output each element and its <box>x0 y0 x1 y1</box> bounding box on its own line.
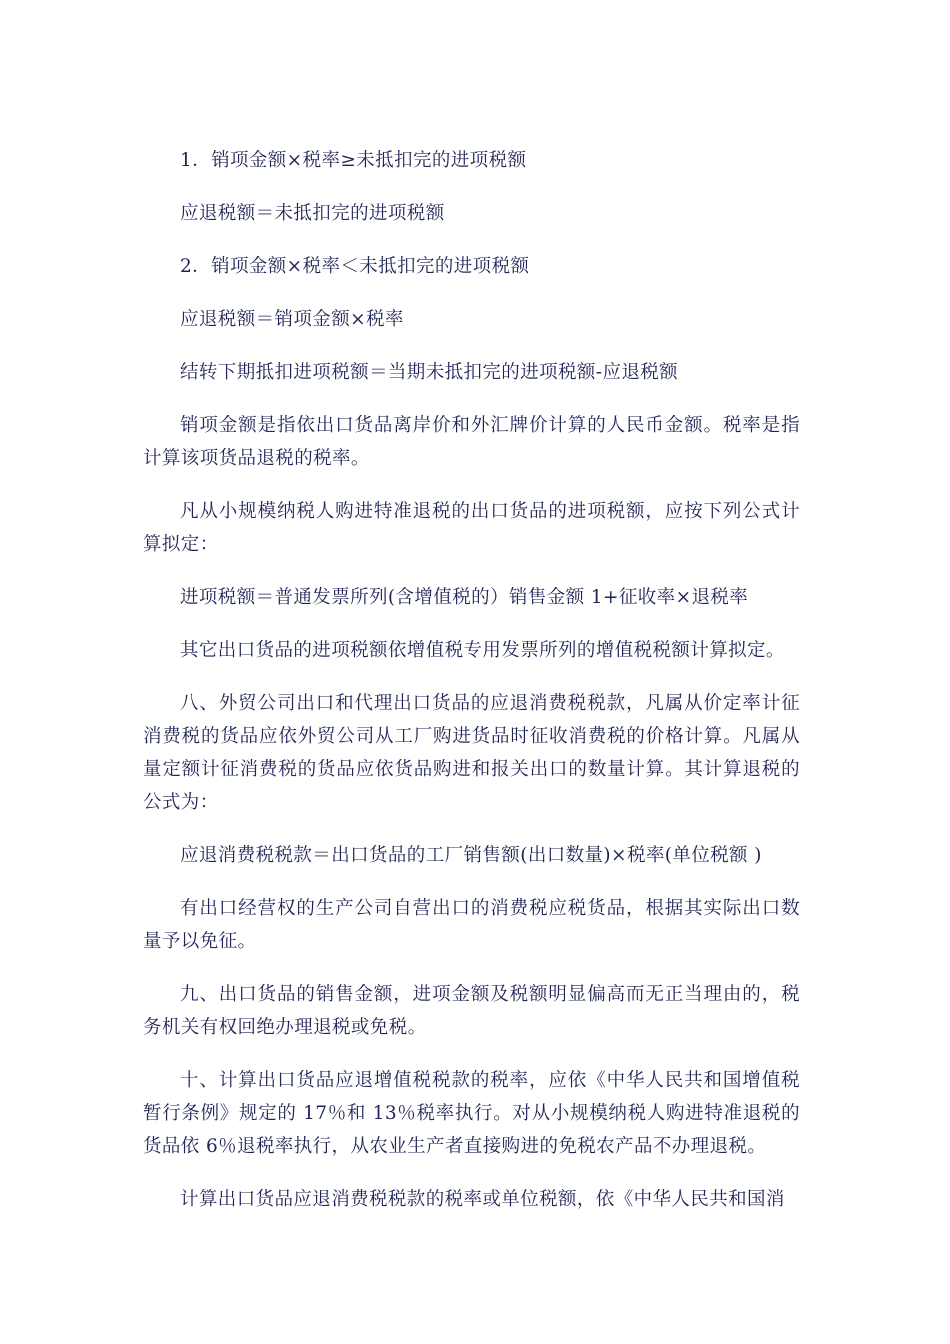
formula-refund-2: 应退税额＝销项金额×税率 <box>180 309 404 330</box>
exemption-paragraph: 有出口经营权的生产公司自营出口的消费税应税货品，根据其实际出口数量予以免征。 <box>143 898 800 952</box>
formula-input-tax: 进项税额＝普通发票所列(含增值税的）销售金额 1+征收率×退税率 <box>180 587 749 608</box>
formula-case-1: 1．销项金额×税率≥未抵扣完的进项税额 <box>180 150 527 171</box>
section-9-paragraph: 九、出口货品的销售金额，进项金额及税额明显偏高而无正当理由的，税务机关有权回绝办理退税或免税。 <box>143 984 800 1038</box>
formula-carry-forward: 结转下期抵扣进项税额＝当期未抵扣完的进项税额-应退税额 <box>180 362 679 383</box>
section-10-paragraph: 十、计算出口货品应退增值税税款的税率，应依《中华人民共和国增值税暂行条例》规定的 17％和 13％税率执行。对从小规模纳税人购进特准退税的货品依 6％退税率执行，从农业生产者直接购进的免税农产品不办理退税。 <box>143 1070 800 1157</box>
definition-paragraph: 销项金额是指依出口货品离岸价和外汇牌价计算的人民币金额。税率是指计算该项货品退税的税率。 <box>143 415 800 469</box>
small-taxpayer-paragraph: 凡从小规模纳税人购进特准退税的出口货品的进项税额，应按下列公式计算拟定： <box>143 501 800 555</box>
formula-case-2: 2．销项金额×税率＜未抵扣完的进项税额 <box>180 256 530 277</box>
other-goods-paragraph: 其它出口货品的进项税额依增值税专用发票所列的增值税税额计算拟定。 <box>180 640 785 661</box>
formula-consumption-tax: 应退消费税税款＝出口货品的工厂销售额(出口数量)×税率(单位税额 ) <box>180 845 762 866</box>
section-8-paragraph: 八、外贸公司出口和代理出口货品的应退消费税税款，凡属从价定率计征消费税的货品应依外贸公司从工厂购进货品时征收消费税的价格计算。凡属从量定额计征消费税的货品应依货品购进和报关出口的数量计算。其计算退税的公式为： <box>143 693 800 813</box>
consumption-rate-paragraph: 计算出口货品应退消费税税款的税率或单位税额，依《中华人民共和国消 <box>180 1189 785 1210</box>
document-body <box>143 144 800 1236</box>
formula-refund-1: 应退税额＝未抵扣完的进项税额 <box>180 203 445 224</box>
